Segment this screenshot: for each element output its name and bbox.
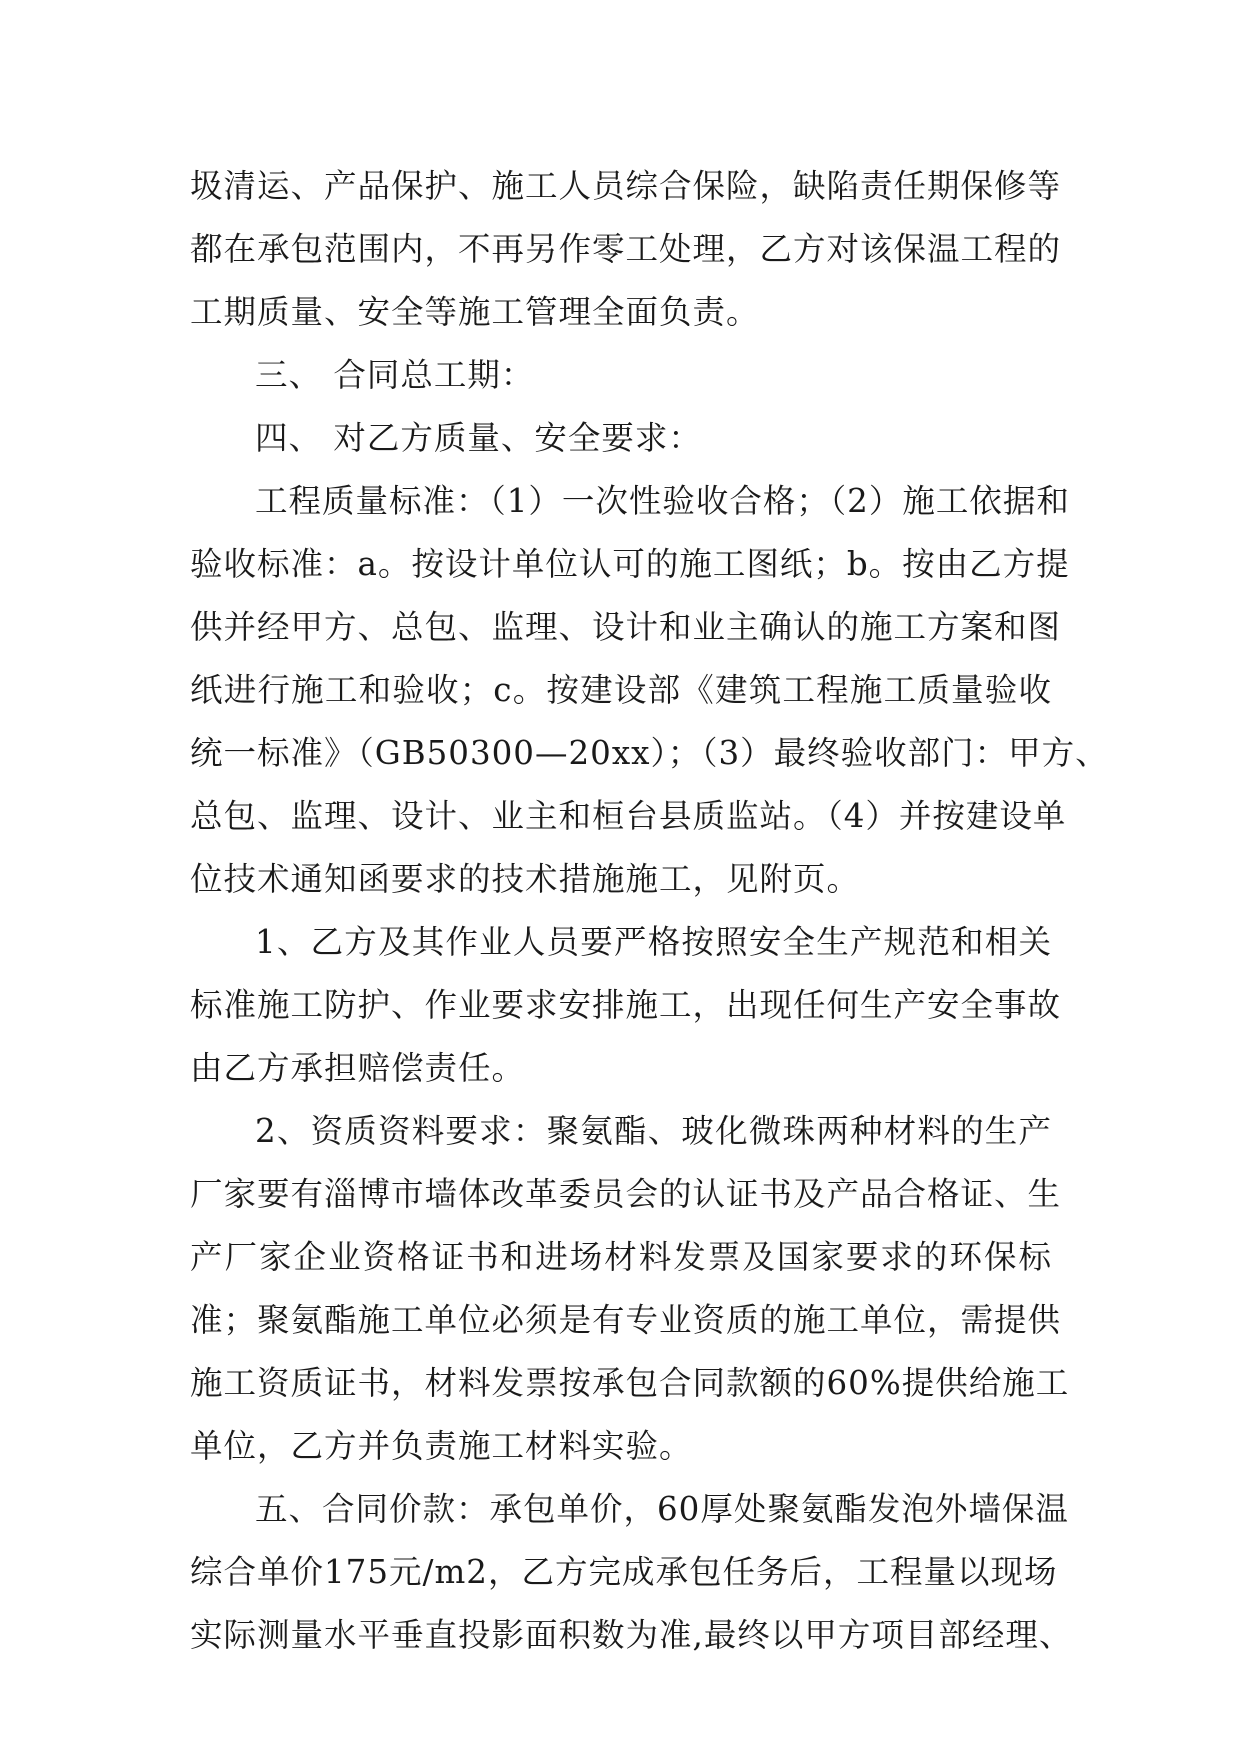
- text-line: 三、 合同总工期：: [255, 356, 535, 394]
- text-line: 实际测量水平垂直投影面积数为准,最终以甲方项目部经理、: [190, 1616, 1073, 1654]
- text-line: 纸进行施工和验收；c。按建设部《建筑工程施工质量验收: [190, 671, 1052, 709]
- text-line: 综合单价175元/m2，乙方完成承包任务后，工程量以现场: [190, 1553, 1058, 1591]
- text-line: 五、合同价款：承包单价，60厚处聚氨酯发泡外墙保温: [255, 1490, 1069, 1528]
- text-line: 由乙方承担赔偿责任。: [190, 1049, 526, 1087]
- text-line: 统一标准》（GB50300—20xx）；（3）最终验收部门：甲方、: [190, 734, 1109, 772]
- text-line: 施工资质证书，材料发票按承包合同款额的60%提供给施工: [190, 1364, 1070, 1402]
- text-line: 位技术通知函要求的技术措施施工，见附页。: [190, 860, 861, 898]
- text-line: 四、 对乙方质量、安全要求：: [255, 419, 702, 457]
- text-line: 标准施工防护、作业要求安排施工，出现任何生产安全事故: [190, 986, 1062, 1024]
- text-line: 厂家要有淄博市墙体改革委员会的认证书及产品合格证、生: [190, 1175, 1062, 1213]
- text-line: 2、资质资料要求：聚氨酯、玻化微珠两种材料的生产: [255, 1112, 1052, 1150]
- text-line: 1、乙方及其作业人员要严格按照安全生产规范和相关: [255, 923, 1052, 961]
- text-line: 准；聚氨酯施工单位必须是有专业资质的施工单位，需提供: [190, 1301, 1062, 1339]
- text-line: 产厂家企业资格证书和进场材料发票及国家要求的环保标: [190, 1238, 1052, 1276]
- text-line: 都在承包范围内，不再另作零工处理，乙方对该保温工程的: [190, 230, 1062, 268]
- text-line: 供并经甲方、总包、监理、设计和业主确认的施工方案和图: [190, 608, 1062, 646]
- text-line: 工程质量标准：（1）一次性验收合格；（2）施工依据和: [255, 482, 1070, 520]
- text-line: 单位，乙方并负责施工材料实验。: [190, 1427, 693, 1465]
- text-line: 工期质量、安全等施工管理全面负责。: [190, 293, 760, 331]
- text-line: 圾清运、产品保护、施工人员综合保险，缺陷责任期保修等: [190, 167, 1062, 205]
- document-body: [190, 155, 1109, 1667]
- text-line: 总包、监理、设计、业主和桓台县质监站。（4）并按建设单: [190, 797, 1067, 835]
- text-line: 验收标准：a。按设计单位认可的施工图纸；b。按由乙方提: [190, 545, 1070, 583]
